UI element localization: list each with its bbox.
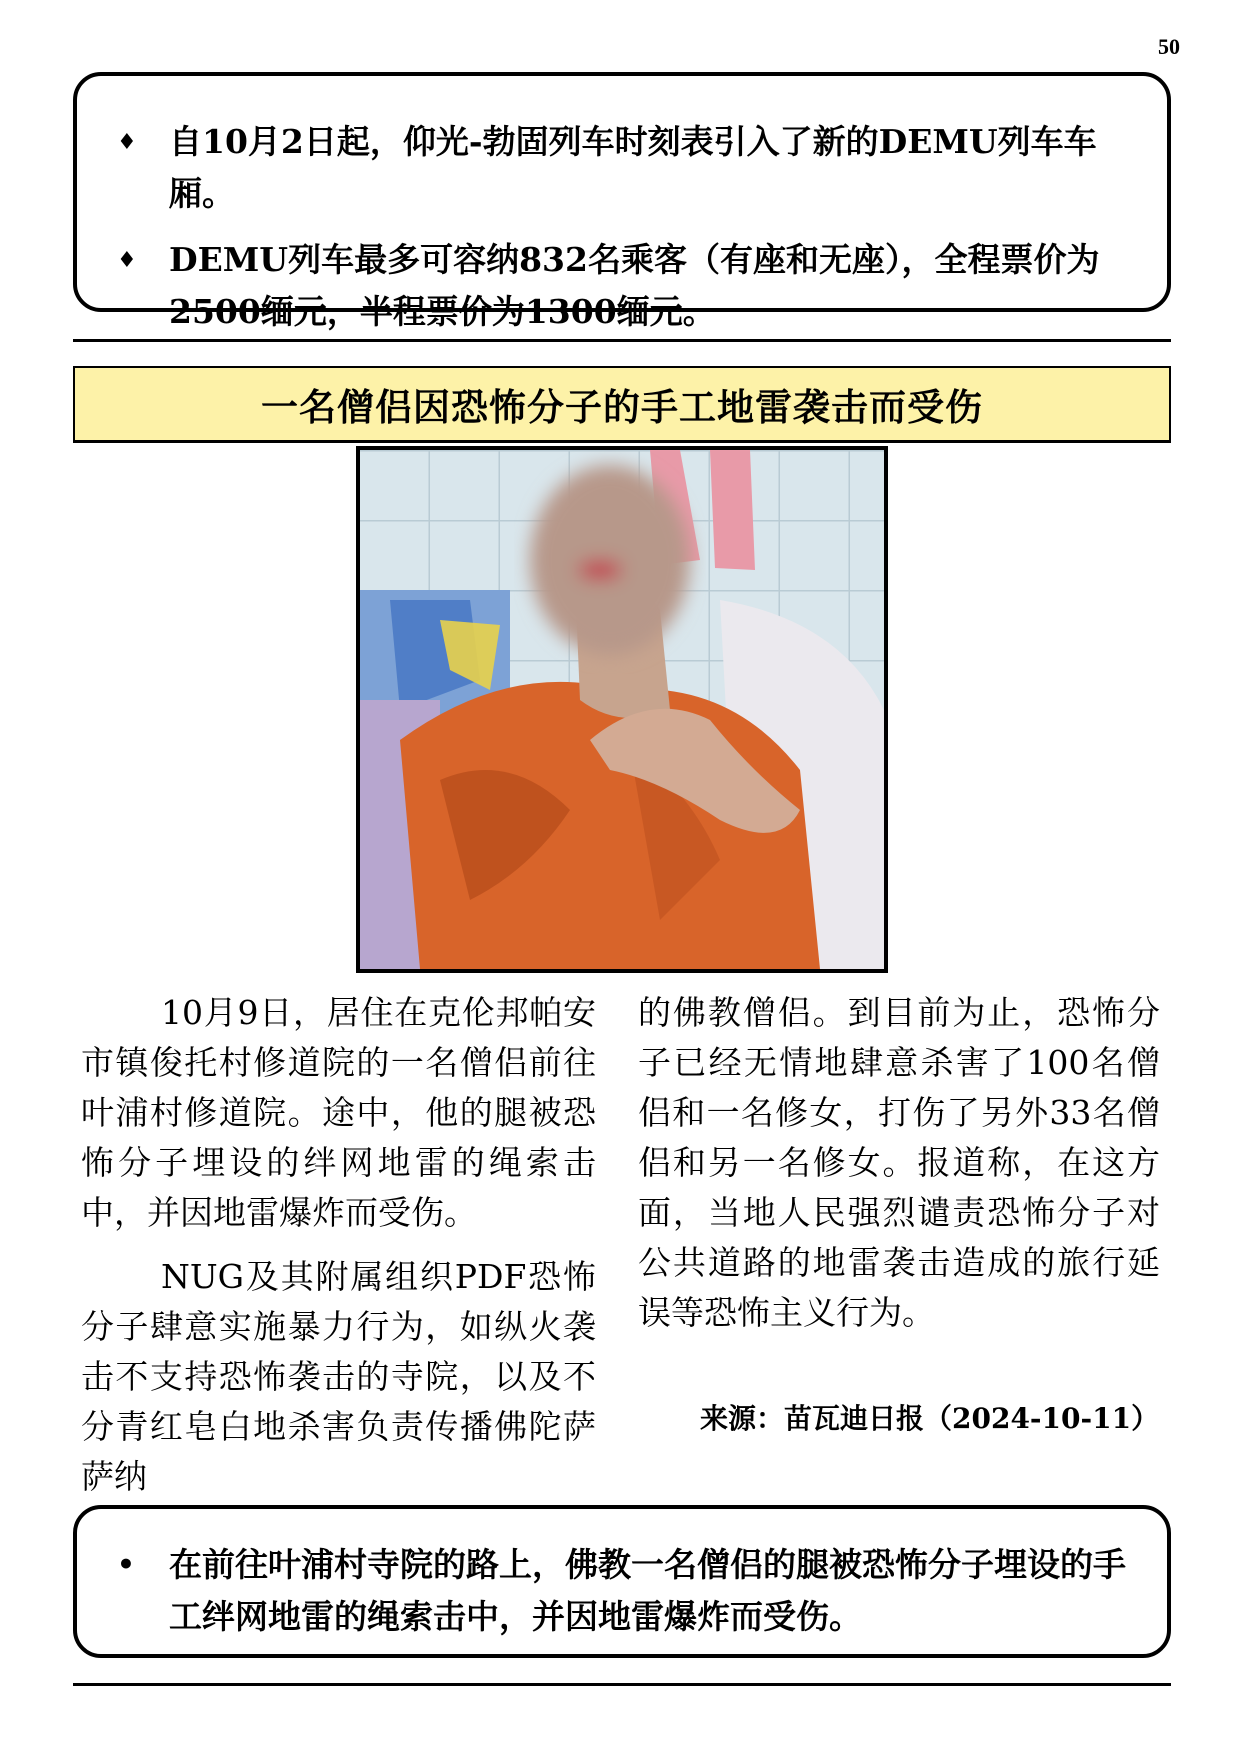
summary-bullet: [117, 234, 1139, 338]
article-photo: [356, 446, 888, 973]
bottom-summary-box: [73, 1505, 1171, 1658]
diamond-bullet-icon: ♦: [117, 129, 137, 155]
summary-bullet: [117, 116, 1139, 220]
divider-rule: [73, 339, 1171, 342]
article-column-right: [638, 988, 1160, 1352]
dot-bullet-icon: •: [117, 1548, 135, 1581]
diamond-bullet-icon: ♦: [117, 247, 137, 273]
page-number: 50: [1158, 34, 1180, 59]
article-source: 来源：苗瓦迪日报（2024-10-11）: [700, 1402, 1160, 1435]
divider-rule: [73, 1683, 1171, 1686]
summary-bullet: [117, 1539, 1139, 1643]
article-paragraph: 10月9日，居住在克伦邦帕安市镇俊托村修道院的一名僧侣前往叶浦村修道院。途中，他的腿被恐怖分子埋设的绊网地雷的绳索击中，并因地雷爆炸而受伤。: [81, 993, 596, 1232]
summary-bullet-text: 在前往叶浦村寺院的路上，佛教一名僧侣的腿被恐怖分子埋设的手工绊网地雷的绳索击中，并因地雷爆炸而受伤。: [169, 1545, 1126, 1636]
headline-banner: [73, 366, 1171, 443]
article-paragraph: NUG及其附属组织PDF恐怖分子肆意实施暴力行为，如纵火袭击不支持恐怖袭击的寺院，以及不分青红皂白地杀害负责传播佛陀萨萨纳: [81, 1257, 596, 1496]
summary-bullet-text: 自10月2日起，仰光-勃固列车时刻表引入了新的DEMU列车车厢。: [169, 122, 1097, 213]
article-paragraph: 的佛教僧侣。到目前为止，恐怖分子已经无情地肆意杀害了100名僧侣和一名修女，打伤了另外33名僧侣和另一名修女。报道称，在这方面，当地人民强烈谴责恐怖分子对公共道路的地雷袭击造成的旅行延误等恐怖主义行为。: [638, 993, 1160, 1332]
top-summary-box: [73, 72, 1171, 331]
injured-monk-photo-illustration: [360, 450, 884, 969]
article-headline: 一名僧侣因恐怖分子的手工地雷袭击而受伤: [261, 386, 983, 429]
summary-bullet-text: DEMU列车最多可容纳832名乘客（有座和无座），全程票价为2500缅元，半程票价为1300缅元。: [169, 240, 1100, 331]
article-column-left: [81, 988, 596, 1516]
